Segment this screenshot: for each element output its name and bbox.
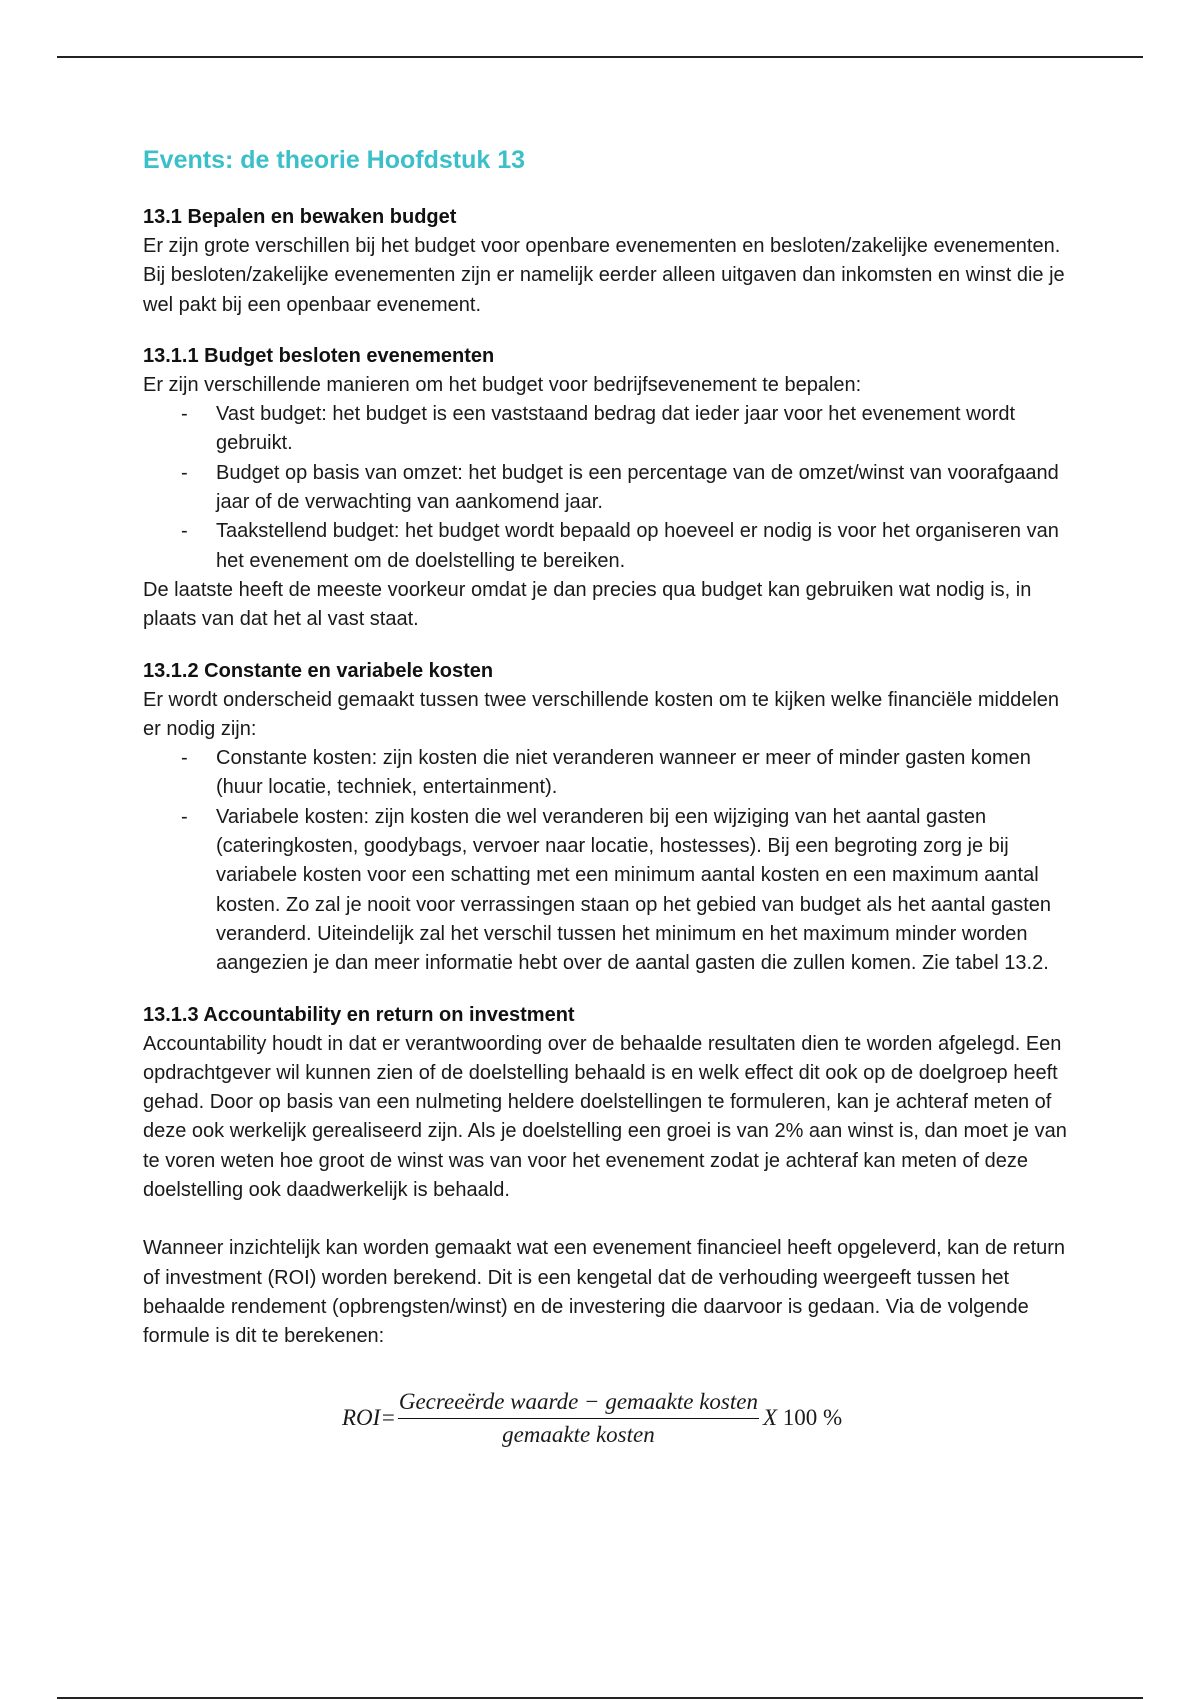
section-heading: 13.1.3 Accountability en return on investment — [143, 1003, 575, 1026]
section-paragraph: Er wordt onderscheid gemaakt tussen twee verschillende kosten om te kijken welke financiële middelen er nodig zijn: — [143, 688, 1060, 740]
footer-rule — [57, 1697, 1143, 1699]
section-heading: 13.1 Bepalen en bewaken budget — [143, 206, 457, 228]
formula-fraction — [398, 1388, 759, 1449]
bullet-list — [143, 744, 1068, 978]
list-item-text: Budget op basis van omzet: het budget is een percentage van de omzet/winst van voorafgaand jaar of de verwachting van aankomend jaar. — [216, 461, 1059, 514]
section-heading: 13.1.1 Budget besloten evenementen — [143, 344, 495, 367]
list-item-text: Constante kosten: zijn kosten die niet veranderen wanneer er meer of minder gasten komen (huur locatie, techniek, entertainment). — [216, 747, 1031, 799]
section-13-1-2 — [143, 657, 1068, 979]
section-paragraph: Wanneer inzichtelijk kan worden gemaakt wat een evenement financieel heeft opgeleverd, kan de return of investment (ROI) worden berekend. Dit is een kengetal dat de verhouding weergeeft tussen het behaalde rendement (opbrengsten/winst) en de investering die daarvoor is gedaan. Via de volgende formule is dit te berekenen: — [143, 1237, 1066, 1348]
list-marker: - — [181, 403, 188, 426]
list-marker: - — [181, 520, 188, 543]
list-item — [143, 517, 1068, 576]
section-paragraph: Er zijn grote verschillen bij het budget voor openbare evenementen en besloten/zakelijke evenementen. Bij besloten/zakelijke evenementen zijn er namelijk eerder alleen uitgaven dan inkomsten en winst die je wel pakt bij een openbaar evenement. — [143, 235, 1065, 316]
formula-numerator: Gecreeërde waarde − gemaakte kosten — [398, 1388, 759, 1419]
section-13-1 — [143, 203, 1068, 320]
formula-equals: = — [380, 1405, 396, 1430]
list-marker: - — [181, 805, 188, 828]
list-marker: - — [181, 461, 188, 484]
list-item-text: Vast budget: het budget is een vaststaand bedrag dat ieder jaar voor het evenement wordt gebruikt. — [216, 403, 1016, 455]
section-13-1-3 — [143, 1001, 1068, 1352]
document-title: Events: de theorie Hoofdstuk 13 — [143, 146, 526, 174]
formula-lhs: ROI — [342, 1405, 381, 1430]
list-item-text: Taakstellend budget: het budget wordt bepaald op hoeveel er nodig is voor het organiseren van het evenement om de doelstelling te bereiken. — [216, 520, 1059, 572]
section-heading: 13.1.2 Constante en variabele kosten — [143, 659, 494, 682]
list-item — [143, 803, 1068, 979]
document-page — [143, 140, 1068, 1449]
header-rule — [57, 56, 1143, 58]
formula-suffix — [763, 1405, 842, 1431]
formula-times: X — [762, 1405, 778, 1430]
list-item — [143, 400, 1068, 459]
section-paragraph: Accountability houdt in dat er verantwoording over de behaalde resultaten dien te worden afgelegd. Een opdrachtgever wil kunnen zien of de doelstelling behaald is en welk effect dit ook op de doelgroep heeft gehad. Door op basis van een nulmeting heldere doelstellingen te formuleren, kan je achteraf meten of deze ook werkelijk gerealiseerd zijn. Als je doelstelling een groei is van 2% aan winst is, dan moet je van te voren weten hoe groot de winst was van voor het evenement zodat je achteraf kan meten of deze doelstelling ook daadwerkelijk is behaald. — [143, 1032, 1067, 1202]
list-marker: - — [181, 747, 188, 770]
formula-percent: 100 % — [782, 1405, 843, 1430]
section-paragraph: Er zijn verschillende manieren om het budget voor bedrijfsevenement te bepalen: — [143, 373, 862, 396]
list-item — [143, 744, 1068, 803]
formula-denominator: gemaakte kosten — [502, 1421, 655, 1447]
list-item-text: Variabele kosten: zijn kosten die wel veranderen bij een wijziging van het aantal gasten (cateringkosten, goodybags, vervoer naar locatie, hostesses). Bij een begroting zorg je bij variabele kosten voor een schatting met een minimum aantal kosten en een maximum aantal kosten. Zo zal je nooit voor verrassingen staan op het gebied van budget als het aantal gasten veranderd. Uiteindelijk zal het verschil tussen het minimum en het maximum minder worden aangezien je dan meer informatie hebt over de aantal gasten die zullen komen. Zie tabel 13.2. — [216, 805, 1051, 975]
section-13-1-1 — [143, 342, 1068, 635]
roi-formula — [342, 1388, 1068, 1449]
list-item — [143, 459, 1068, 518]
section-paragraph: De laatste heeft de meeste voorkeur omdat je dan precies qua budget kan gebruiken wat nodig is, in plaats van dat het al vast staat. — [143, 578, 1032, 631]
bullet-list — [143, 400, 1068, 576]
